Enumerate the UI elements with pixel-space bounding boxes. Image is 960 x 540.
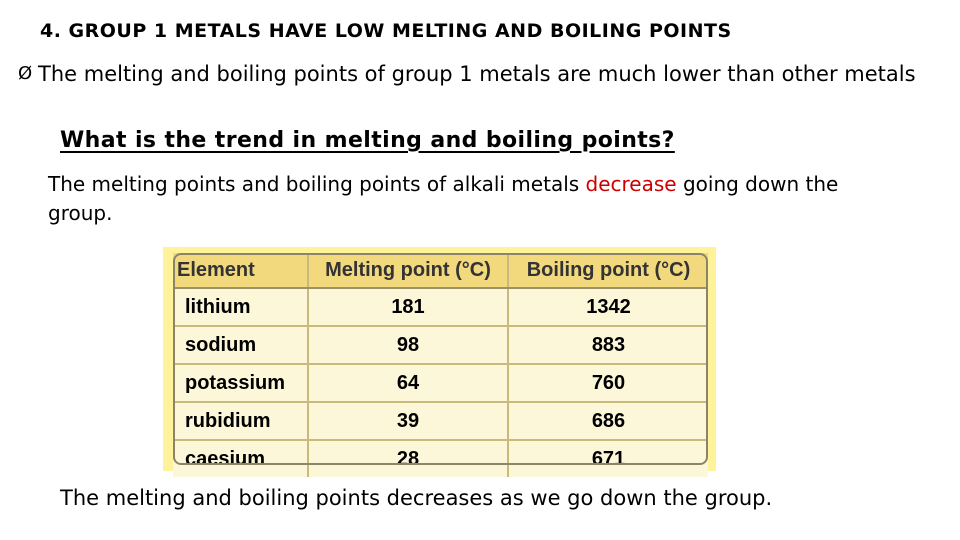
boiling-point-value: 760: [508, 364, 708, 402]
melting-point-value: 28: [308, 440, 508, 477]
element-name: caesium: [173, 440, 308, 477]
trend-text-start: The melting points and boiling points of alkali metals: [48, 172, 586, 196]
melting-point-value: 64: [308, 364, 508, 402]
trend-text-end: going down the group.: [48, 172, 839, 225]
melting-boiling-table: [173, 253, 708, 477]
table-row: [173, 440, 708, 477]
header-melting-point: Melting point (°C): [308, 253, 508, 288]
element-name: lithium: [173, 288, 308, 326]
conclusion-text: The melting and boiling points decreases as we go down the group.: [60, 486, 773, 510]
header-element: Element: [173, 253, 308, 288]
boiling-point-value: 686: [508, 402, 708, 440]
element-name: potassium: [173, 364, 308, 402]
table-row: [173, 402, 708, 440]
table-header-row: [173, 253, 708, 288]
table-row: [173, 326, 708, 364]
boiling-point-value: 1342: [508, 288, 708, 326]
data-table-frame: [163, 247, 716, 471]
header-boiling-point: Boiling point (°C): [508, 253, 708, 288]
melting-point-value: 39: [308, 402, 508, 440]
trend-statement: [48, 170, 908, 228]
trend-question: What is the trend in melting and boiling points?: [60, 128, 675, 153]
table-row: [173, 288, 708, 326]
boiling-point-value: 671: [508, 440, 708, 477]
arrow-bullet-icon: Ø: [18, 63, 33, 84]
melting-point-value: 181: [308, 288, 508, 326]
table-row: [173, 364, 708, 402]
element-name: sodium: [173, 326, 308, 364]
boiling-point-value: 883: [508, 326, 708, 364]
slide-title: 4. GROUP 1 METALS HAVE LOW MELTING AND BOILING POINTS: [40, 20, 732, 42]
bullet-text: The melting and boiling points of group 1 metals are much lower than other metals: [38, 62, 916, 86]
trend-keyword: decrease: [585, 172, 677, 196]
melting-point-value: 98: [308, 326, 508, 364]
bullet-point: [18, 60, 918, 88]
element-name: rubidium: [173, 402, 308, 440]
